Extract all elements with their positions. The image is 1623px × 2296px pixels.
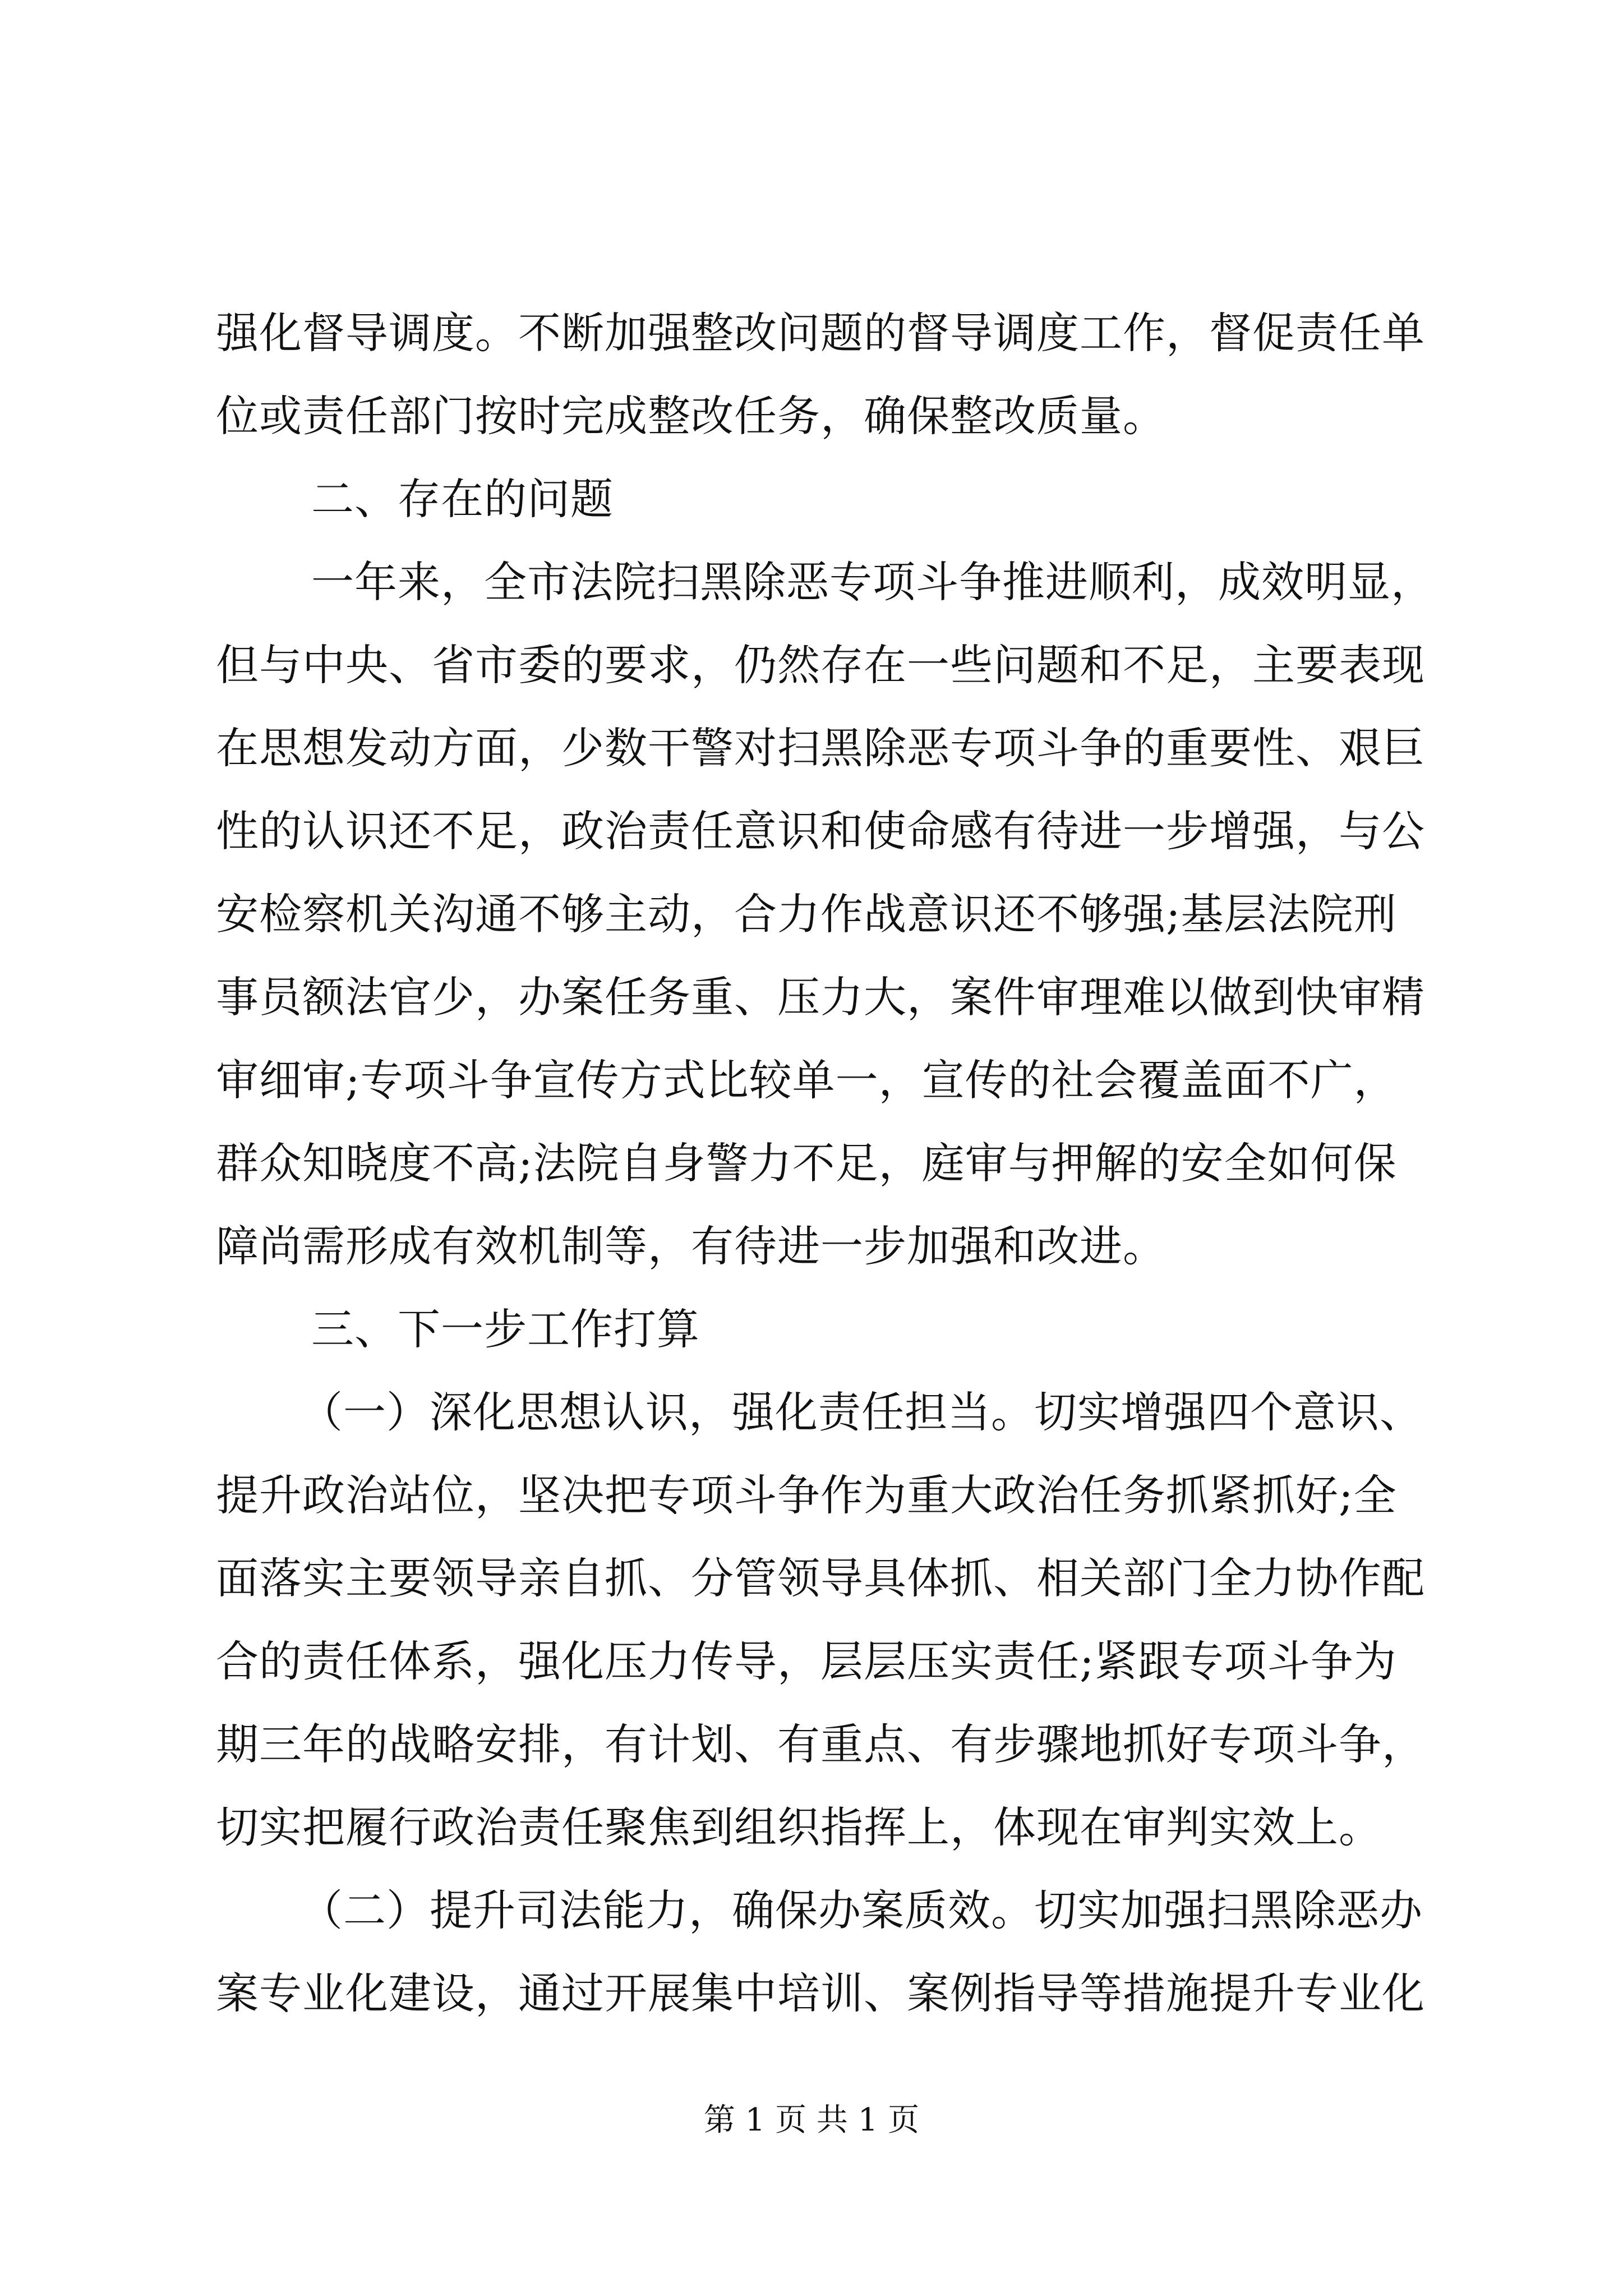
text-line: 安检察机关沟通不够主动，合力作战意识还不够强;基层法院刑: [216, 889, 1397, 939]
text-line: 性的认识还不足，政治责任意识和使命感有待进一步增强，与公: [216, 806, 1425, 856]
text-line: 但与中央、省市委的要求，仍然存在一些问题和不足，主要表现: [216, 640, 1425, 690]
document-body: [216, 292, 1434, 2035]
text-line: 事员额法官少，办案任务重、压力大，案件审理难以做到快审精: [216, 972, 1425, 1022]
text-line: 案专业化建设，通过开展集中培训、案例指导等措施提升专业化: [216, 1968, 1425, 2018]
text-line: 群众知晓度不高;法院自身警力不足，庭审与押解的安全如何保: [216, 1138, 1397, 1188]
section-heading: 二、存在的问题: [311, 474, 614, 524]
text-line: 合的责任体系，强化压力传导，层层压实责任;紧跟专项斗争为: [216, 1636, 1397, 1686]
text-line: 提升政治站位，坚决把专项斗争作为重大政治任务抓紧抓好;全: [216, 1470, 1397, 1520]
text-line: 切实把履行政治责任聚焦到组织指挥上，体现在审判实效上。: [216, 1802, 1382, 1852]
paragraph-first-line: （二）提升司法能力，确保办案质效。切实加强扫黑除恶办: [300, 1885, 1423, 1935]
text-line: 面落实主要领导亲自抓、分管领导具体抓、相关部门全力协作配: [216, 1553, 1425, 1603]
text-line: 在思想发动方面，少数干警对扫黑除恶专项斗争的重要性、艰巨: [216, 723, 1425, 773]
text-line: 审细审;专项斗争宣传方式比较单一，宣传的社会覆盖面不广，: [216, 1055, 1397, 1105]
text-line: 期三年的战略安排，有计划、有重点、有步骤地抓好专项斗争，: [216, 1719, 1425, 1769]
page-number-footer: 第 1 页 共 1 页: [703, 2102, 920, 2138]
paragraph-first-line: （一）深化思想认识，强化责任担当。切实增强四个意识、: [300, 1387, 1423, 1437]
paragraph-first-line: 一年来，全市法院扫黑除恶专项斗争推进顺利，成效明显，: [311, 557, 1434, 607]
text-line: 强化督导调度。不断加强整改问题的督导调度工作，督促责任单: [216, 308, 1425, 358]
section-heading: 三、下一步工作打算: [311, 1304, 700, 1354]
text-line: 位或责任部门按时完成整改任务，确保整改质量。: [216, 391, 1166, 441]
text-line: 障尚需形成有效机制等，有待进一步加强和改进。: [216, 1221, 1166, 1271]
